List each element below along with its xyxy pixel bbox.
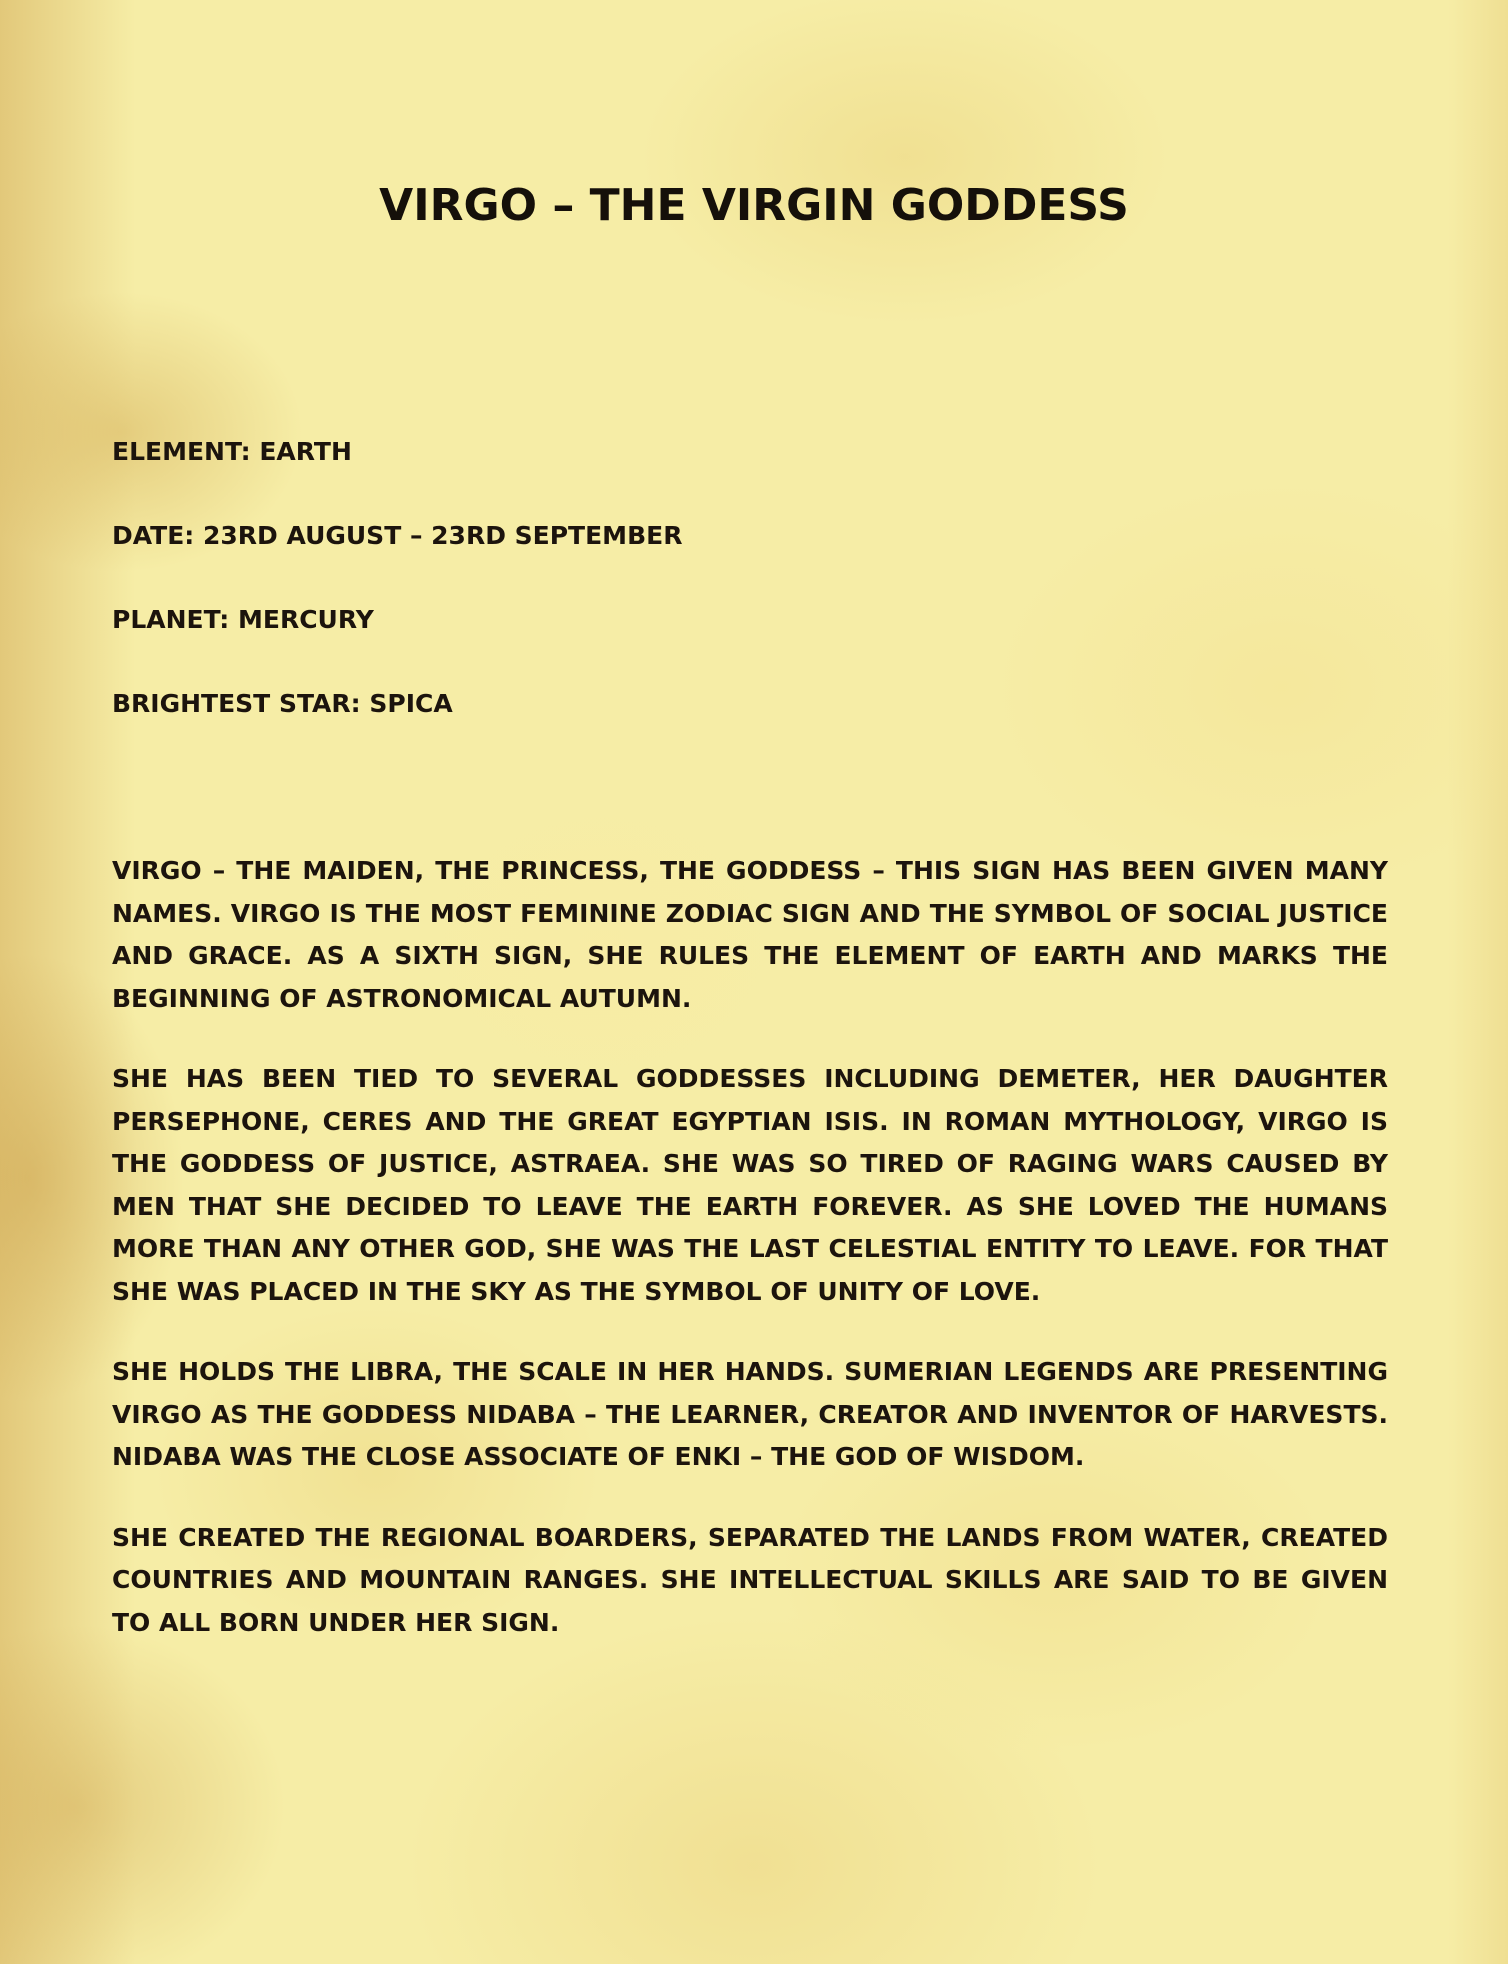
page-title: VIRGO – THE VIRGIN GODDESS: [379, 180, 1129, 231]
paragraph-goddesses: SHE HAS BEEN TIED TO SEVERAL GODDESSES INCLUDING DEMETER, HER DAUGHTER PERSEPHONE, CERES AND THE GREAT EGYPTIAN ISIS. IN ROMAN MYTHOLOGY, VIRGO IS THE GODDESS OF JUSTICE, ASTRAEA. SHE WAS SO TIRED OF RAGING WARS CAUSED BY MEN THAT SHE DECIDED TO LEAVE THE EARTH FOREVER. AS SHE LOVED THE HUMANS MORE THAN ANY OTHER GOD, SHE WAS THE LAST CELESTIAL ENTITY TO LEAVE. FOR THAT SHE WAS PLACED IN THE SKY AS THE SYMBOL OF UNITY OF LOVE.: [112, 1064, 1388, 1306]
paragraph-names: VIRGO – THE MAIDEN, THE PRINCESS, THE GODDESS – THIS SIGN HAS BEEN GIVEN MANY NAMES. VIRGO IS THE MOST FEMININE ZODIAC SIGN AND THE SYMBOL OF SOCIAL JUSTICE AND GRACE. AS A SIXTH SIGN, SHE RULES THE ELEMENT OF EARTH AND MARKS THE BEGINNING OF ASTRONOMICAL AUTUMN.: [112, 856, 1388, 1013]
fact-date: DATE: 23RD AUGUST – 23RD SEPTEMBER: [112, 521, 683, 550]
fact-brightest-star: BRIGHTEST STAR: SPICA: [112, 689, 453, 718]
fact-planet: PLANET: MERCURY: [112, 605, 374, 634]
body-text: [112, 850, 1388, 1682]
paragraph-libra: SHE HOLDS THE LIBRA, THE SCALE IN HER HANDS. SUMERIAN LEGENDS ARE PRESENTING VIRGO AS THE GODDESS NIDABA – THE LEARNER, CREATOR AND INVENTOR OF HARVESTS. NIDABA WAS THE CLOSE ASSOCIATE OF ENKI – THE GOD OF WISDOM.: [112, 1357, 1388, 1471]
fact-element: ELEMENT: EARTH: [112, 437, 352, 466]
sign-facts: [112, 438, 1412, 774]
paragraph-creation: SHE CREATED THE REGIONAL BOARDERS, SEPARATED THE LANDS FROM WATER, CREATED COUNTRIES AND MOUNTAIN RANGES. SHE INTELLECTUAL SKILLS ARE SAID TO BE GIVEN TO ALL BORN UNDER HER SIGN.: [112, 1522, 1388, 1637]
